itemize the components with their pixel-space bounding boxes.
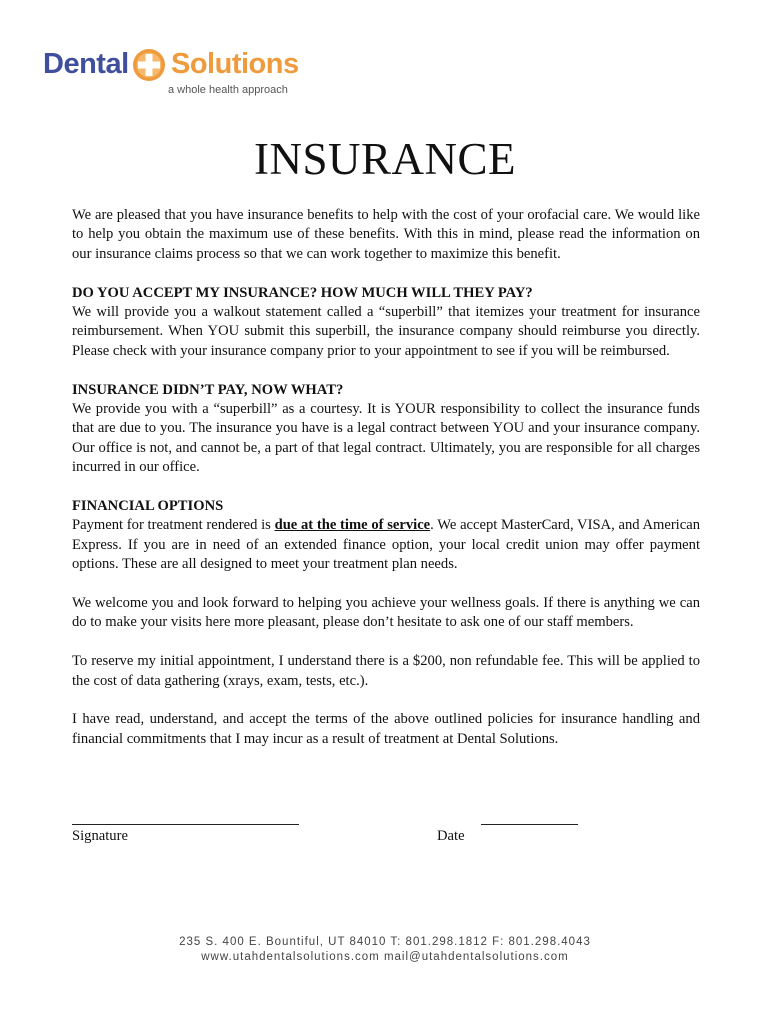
welcome-paragraph: We welcome you and look forward to helping you achieve your wellness goals. If there is anything we can do to make your visits here more pleasant, please don’t hesitate to ask one of our staff members. <box>72 595 700 631</box>
section-body-pre: Payment for treatment rendered is <box>72 517 275 534</box>
signature-label: Signature <box>72 828 128 844</box>
logo-word-dental: Dental <box>43 48 129 80</box>
section-heading: DO YOU ACCEPT MY INSURANCE? HOW MUCH WILL THEY PAY? <box>72 284 533 301</box>
page-title: INSURANCE <box>253 134 517 184</box>
footer-address: 235 S. 400 E. Bountiful, UT 84010 T: 801.298.1812 F: 801.298.4043 <box>179 936 591 948</box>
reserve-paragraph: To reserve my initial appointment, I understand there is a $200, non refundable fee. This will be applied to the cost of data gathering (xrays, exam, tests, etc.). <box>72 653 700 689</box>
date-line[interactable] <box>481 824 578 825</box>
section-heading: INSURANCE DIDN’T PAY, NOW WHAT? <box>72 381 344 398</box>
footer-contact: www.utahdentalsolutions.com mail@utahdentalsolutions.com <box>201 951 569 963</box>
section-insurance-acceptance <box>72 284 700 362</box>
logo-tagline: a whole health approach <box>168 84 288 96</box>
logo-word-solutions: Solutions <box>171 48 299 80</box>
date-label: Date <box>437 828 465 844</box>
payment-due-emphasis: due at the time of service <box>274 517 431 534</box>
medical-cross-icon <box>132 48 166 82</box>
company-logo <box>40 44 300 104</box>
section-heading: FINANCIAL OPTIONS <box>72 498 224 515</box>
document-body <box>72 206 700 769</box>
section-body-post: . We accept MasterCard, VISA, and American Express. If you are in need of an extended finance option, your local credit union may offer payment options. These are all designed to meet your treatment plan needs. <box>72 517 700 573</box>
section-body: We provide you with a “superbill” as a courtesy. It is YOUR responsibility to collect the insurance funds that are due to you. The insurance you have is a legal contract between YOU and your insurance company. Our office is not, and cannot be, a part of that legal contract. Ultimately, you are responsible for all charges incurred in our office. <box>72 401 700 476</box>
signature-line[interactable] <box>72 824 299 825</box>
section-body: We will provide you a walkout statement called a “superbill” that itemizes your treatment for insurance reimbursement. When YOU submit this superbill, the insurance company should reimburse you directly. Please check with your insurance company prior to your appointment to see if you will be reimbursed. <box>72 304 700 359</box>
section-insurance-didnt-pay <box>72 381 700 478</box>
section-financial-options <box>72 497 700 575</box>
intro-paragraph: We are pleased that you have insurance benefits to help with the cost of your orofacial care. We would like to help you obtain the maximum use of these benefits. With this in mind, please read the information on our insurance claims process so that we can work together to maximize this benefit. <box>72 207 700 262</box>
acceptance-paragraph: I have read, understand, and accept the terms of the above outlined policies for insurance handling and financial commitments that I may incur as a result of treatment at Dental Solutions. <box>72 711 700 747</box>
